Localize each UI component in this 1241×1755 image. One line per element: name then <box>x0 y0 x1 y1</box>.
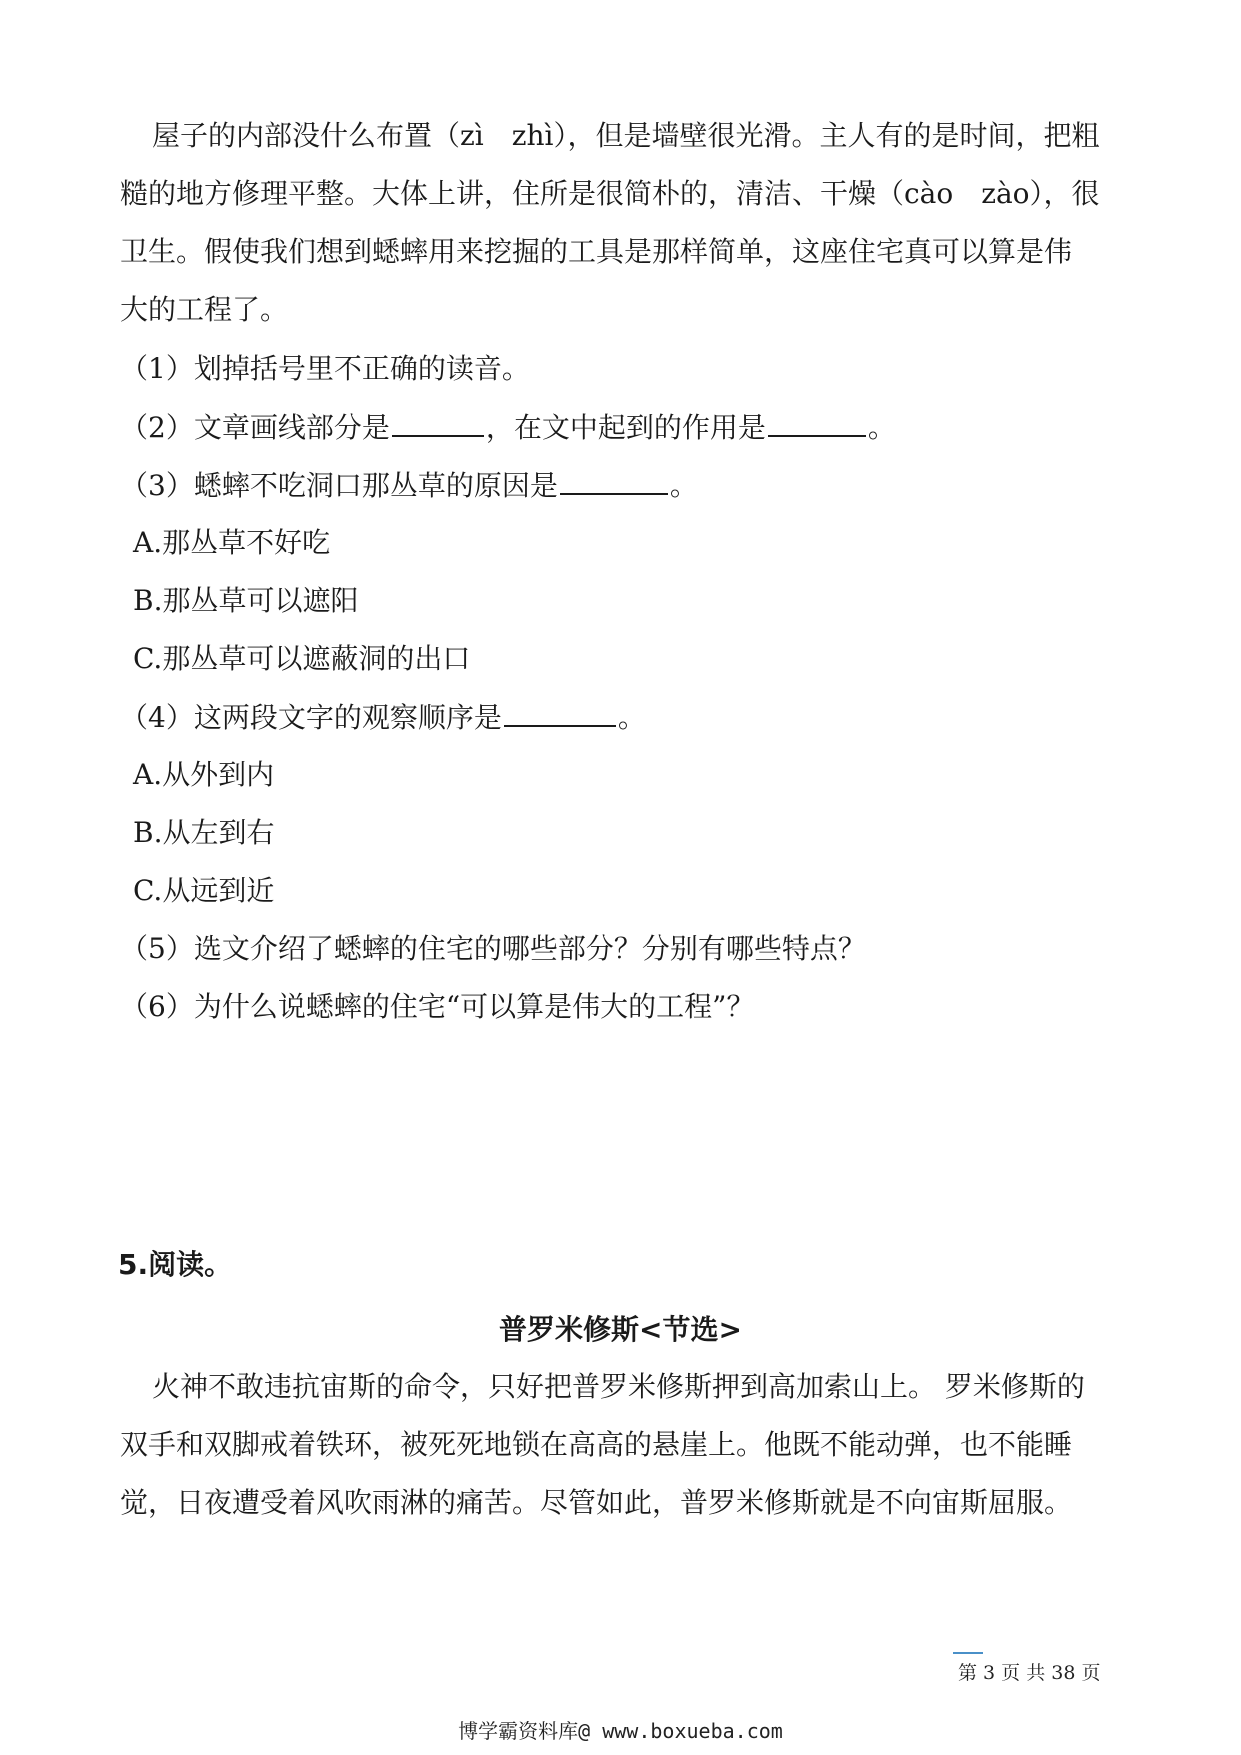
option-c: C.那丛草可以遮蔽洞的出口 <box>133 642 471 675</box>
passage-line: 觉，日夜遭受着风吹雨淋的痛苦。尽管如此，普罗米修斯就是不向宙斯屈服。 <box>120 1486 1073 1519</box>
passage-line: 糙的地方修理平整。大体上讲，住所是很简朴的，清洁、干燥（cào zào），很 <box>120 177 1100 210</box>
passage-line: 大的工程了。 <box>120 293 289 326</box>
passage-line: 火神不敢违抗宙斯的命令，只好把普罗米修斯押到高加索山上。 罗米修斯的 <box>152 1370 1085 1403</box>
question-3 <box>120 465 698 505</box>
answer-blank[interactable] <box>504 697 616 727</box>
footer-accent-line <box>953 1652 983 1654</box>
option-b: B.从左到右 <box>133 816 275 849</box>
question-4-text: （4）这两段文字的观察顺序是 <box>120 701 502 734</box>
question-1: （1）划掉括号里不正确的读音。 <box>120 352 530 385</box>
section-heading: 5.阅读。 <box>118 1248 233 1281</box>
option-c: C.从远到近 <box>133 874 275 907</box>
question-2-text: （2）文章画线部分是 <box>120 411 390 444</box>
passage-line: 屋子的内部没什么布置（zì zhì），但是墙壁很光滑。主人有的是时间，把粗 <box>152 119 1100 152</box>
question-6: （6）为什么说蟋蟀的住宅“可以算是伟大的工程”？ <box>120 990 755 1023</box>
question-2 <box>120 407 896 447</box>
answer-blank[interactable] <box>768 407 866 437</box>
question-2-text: ，在文中起到的作用是 <box>485 411 766 444</box>
answer-blank[interactable] <box>560 465 668 495</box>
option-a: A.从外到内 <box>133 758 275 791</box>
passage-line: 卫生。假使我们想到蟋蟀用来挖掘的工具是那样简单，这座住宅真可以算是伟 <box>120 235 1073 268</box>
watermark-text: 博学霸资料库@ www.boxueba.com <box>458 1719 783 1743</box>
question-4 <box>120 697 646 737</box>
page-number: 第 3 页 共 38 页 <box>958 1662 1101 1684</box>
passage-title: 普罗米修斯<节选> <box>499 1313 742 1346</box>
question-3-text: 。 <box>669 469 698 502</box>
question-3-text: （3）蟋蟀不吃洞口那丛草的原因是 <box>120 469 558 502</box>
question-4-text: 。 <box>617 701 646 734</box>
option-a: A.那丛草不好吃 <box>133 526 331 559</box>
passage-line: 双手和双脚戒着铁环，被死死地锁在高高的悬崖上。他既不能动弹，也不能睡 <box>120 1428 1073 1461</box>
answer-blank[interactable] <box>392 407 484 437</box>
option-b: B.那丛草可以遮阳 <box>133 584 359 617</box>
question-5: （5）选文介绍了蟋蟀的住宅的哪些部分？分别有哪些特点？ <box>120 932 866 965</box>
question-2-text: 。 <box>867 411 896 444</box>
